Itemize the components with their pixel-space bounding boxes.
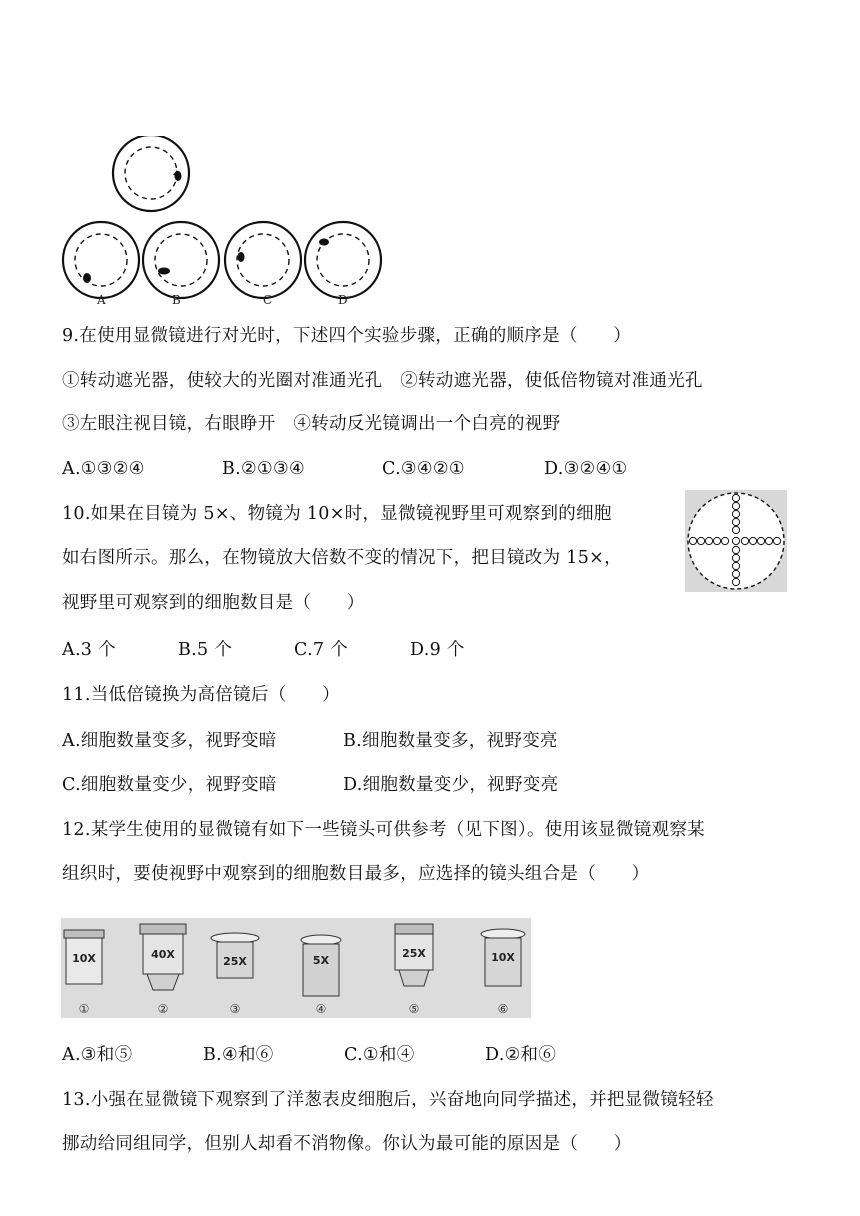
q12-line2: 组织时，要使视野中观察到的细胞数目最多，应选择的镜头组合是（ ） xyxy=(62,864,650,884)
q10-option-c: C.7 个 xyxy=(294,640,349,660)
q9-option-d: D.③②④① xyxy=(544,459,628,479)
q12-line1: 12.某学生使用的显微镜有如下一些镜头可供参考（见下图）。使用该显微镜观察某 xyxy=(62,820,705,840)
option-circle-a xyxy=(63,222,139,298)
q10-line2: 如右图所示。那么，在物镜放大倍数不变的情况下，把目镜改为 15×， xyxy=(62,548,622,568)
q13-line2: 挪动给同组同学，但别人却看不消物像。你认为最可能的原因是（ ） xyxy=(62,1134,632,1154)
q11-stem: 11.当低倍镜换为高倍镜后（ ） xyxy=(62,685,340,705)
option-circle-c xyxy=(225,222,301,298)
lens-2-num: ② xyxy=(157,1002,169,1016)
lens-4-mag: 5X xyxy=(312,954,330,967)
lens-4-num: ④ xyxy=(315,1002,327,1016)
q12-option-b: B.④和⑥ xyxy=(203,1045,274,1065)
lens-5-mag: 25X xyxy=(402,947,426,960)
q10-line3: 视野里可观察到的细胞数目是（ ） xyxy=(62,593,365,613)
label-d: D xyxy=(338,293,348,307)
q10-options xyxy=(62,638,465,662)
lens-diagram xyxy=(61,918,531,1018)
cell-field-figure xyxy=(685,490,787,592)
lens-1-num: ① xyxy=(78,1002,90,1016)
q12-options xyxy=(62,1043,556,1067)
q10-line1: 10.如果在目镜为 5×、物镜为 10×时，显微镜视野里可观察到的细胞 xyxy=(62,504,612,524)
q11-option-b: B.细胞数量变多，视野变亮 xyxy=(343,731,558,751)
cytoplasm-flow-figure xyxy=(60,136,390,310)
lens-figure xyxy=(61,918,531,1018)
q11-option-c: C.细胞数量变少，视野变暗 xyxy=(62,775,277,795)
q10-option-d: D.9 个 xyxy=(410,640,465,660)
q9-option-a: A.①③②④ xyxy=(62,459,145,479)
q11-option-a: A.细胞数量变多，视野变暗 xyxy=(62,731,277,751)
label-a: A xyxy=(97,293,106,307)
q11-options-row1 xyxy=(62,729,558,753)
q9-steps-line1: ①转动遮光器，使较大的光圈对准通光孔 ②转动遮光器，使低倍物镜对准通光孔 xyxy=(62,371,703,391)
q9-option-c: C.③④②① xyxy=(382,459,465,479)
q9-options xyxy=(62,457,628,481)
option-circle-b xyxy=(143,222,219,298)
q12-option-c: C.①和④ xyxy=(344,1045,415,1065)
lens-1-mag: 10X xyxy=(72,952,96,965)
q12-option-a: A.③和⑤ xyxy=(62,1045,133,1065)
q10-option-a: A.3 个 xyxy=(62,640,116,660)
option-circle-d xyxy=(305,222,381,298)
label-b: B xyxy=(172,293,181,307)
q12-option-d: D.②和⑥ xyxy=(485,1045,557,1065)
q9-stem: 9.在使用显微镜进行对光时，下述四个实验步骤，正确的顺序是（ ） xyxy=(62,326,632,346)
q11-options-row2 xyxy=(62,773,558,797)
q10-option-b: B.5 个 xyxy=(178,640,233,660)
q9-option-b: B.②①③④ xyxy=(222,459,305,479)
lens-2-mag: 40X xyxy=(151,948,175,961)
lens-5-num: ⑤ xyxy=(408,1002,420,1016)
q9-steps-line2: ③左眼注视目镜，右眼睁开 ④转动反光镜调出一个白亮的视野 xyxy=(62,414,561,434)
lens-6-num: ⑥ xyxy=(497,1002,509,1016)
q13-line1: 13.小强在显微镜下观察到了洋葱表皮细胞后，兴奋地向同学描述，并把显微镜轻轻 xyxy=(62,1090,714,1110)
label-c: C xyxy=(263,293,273,307)
lens-3-mag: 25X xyxy=(223,955,247,968)
lens-3-num: ③ xyxy=(229,1002,241,1016)
reference-circle xyxy=(113,136,189,211)
q11-option-d: D.细胞数量变少，视野变亮 xyxy=(343,775,559,795)
lens-6-mag: 10X xyxy=(491,951,515,964)
cell-cross-diagram xyxy=(685,490,787,592)
